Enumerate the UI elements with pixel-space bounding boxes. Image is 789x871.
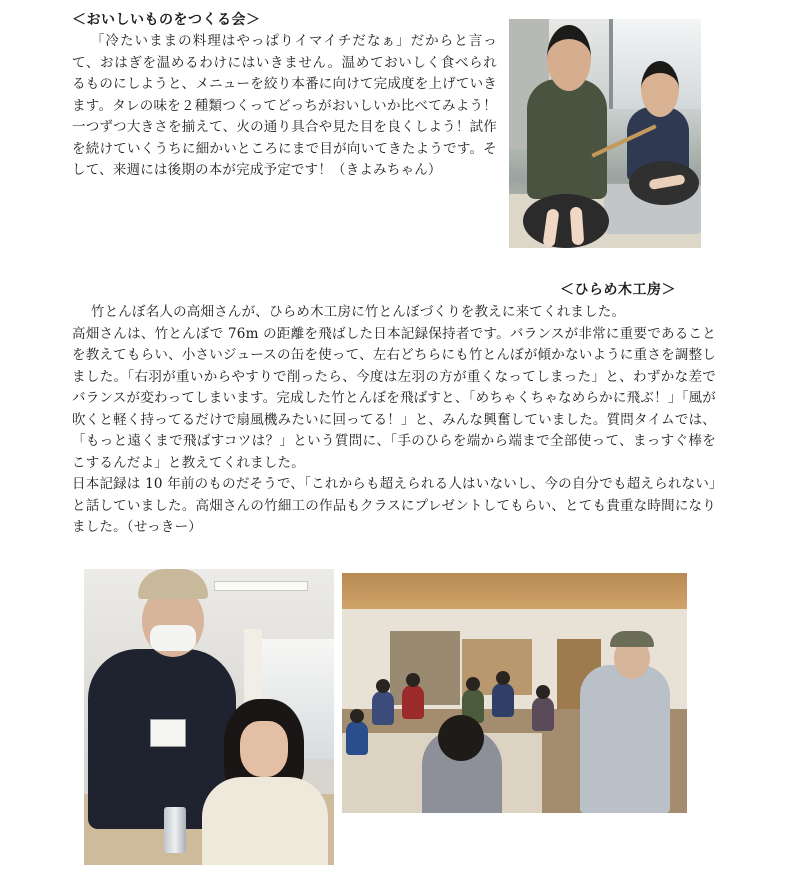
cooking-paragraph bbox=[72, 31, 497, 182]
cooking-paragraph-text: 「冷たいままの料理はやっぱりイマイチだなぁ」だからと言って、おはぎを温めるわけにはいきません。温めておいしく食べられるものにしようと、メニューを絞り本番に向けて完成度を上げていきます。タレの味を２種類つくってどっちがおいしいか比べてみよう！一つずつ大きさを揃えて、火の通り具合や見た目を良くしよう！試作を続けていくうちに細かいところにまで目が向いてきたようです。そして、来週には後期の本が完成予定です！（きよみちゃん） bbox=[72, 33, 497, 178]
section-heading-cooking: ＜おいしいものをつくる会＞ bbox=[72, 12, 261, 28]
workshop-paragraphs bbox=[72, 302, 716, 539]
section-heading-workshop: ＜ひらめ木工房＞ bbox=[560, 282, 676, 298]
classroom-photo bbox=[342, 573, 687, 813]
kids-cooking-photo bbox=[509, 19, 701, 248]
workshop-paragraph-1: 竹とんぼ名人の高畑さんが、ひらめ木工房に竹とんぼづくりを教えに来てくれました。 bbox=[90, 304, 626, 320]
workshop-paragraph-2: 高畑さんは、竹とんぼで 76m の距離を飛ばした日本記録保持者です。バランスが非常に重要であることを教えてもらい、小さいジュースの缶を使って、左右どちらにも竹とんぼが傾かないように重さを調整しました。「右羽が重いからやすりで削ったら、今度は左羽の方が重くなってしまった」と、わずかな差でバランスが変わってしまいます。完成した竹とんぼを飛ばすと、「めちゃくちゃなめらかに飛ぶ！」「風が吹くと軽く持ってるだけで扇風機みたいに回ってる！」と、みんな興奮していました。質問タイムでは、「もっと遠くまで飛ばすコツは？」という質問に、「手のひらを端から端まで全部使って、まっすぐ棒をこするんだよ」と教えてくれました。 bbox=[72, 325, 716, 471]
workshop-paragraph-3: 日本記録は 10 年前のものだそうで、「これからも超えられる人はいないし、今の自分でも超えられない」と話していました。高畑さんの竹細工の作品もクラスにプレゼントしてもらい、とても貴重な時間になりました。（せっきー） bbox=[72, 476, 716, 535]
teacher-with-girl-photo bbox=[84, 569, 334, 865]
